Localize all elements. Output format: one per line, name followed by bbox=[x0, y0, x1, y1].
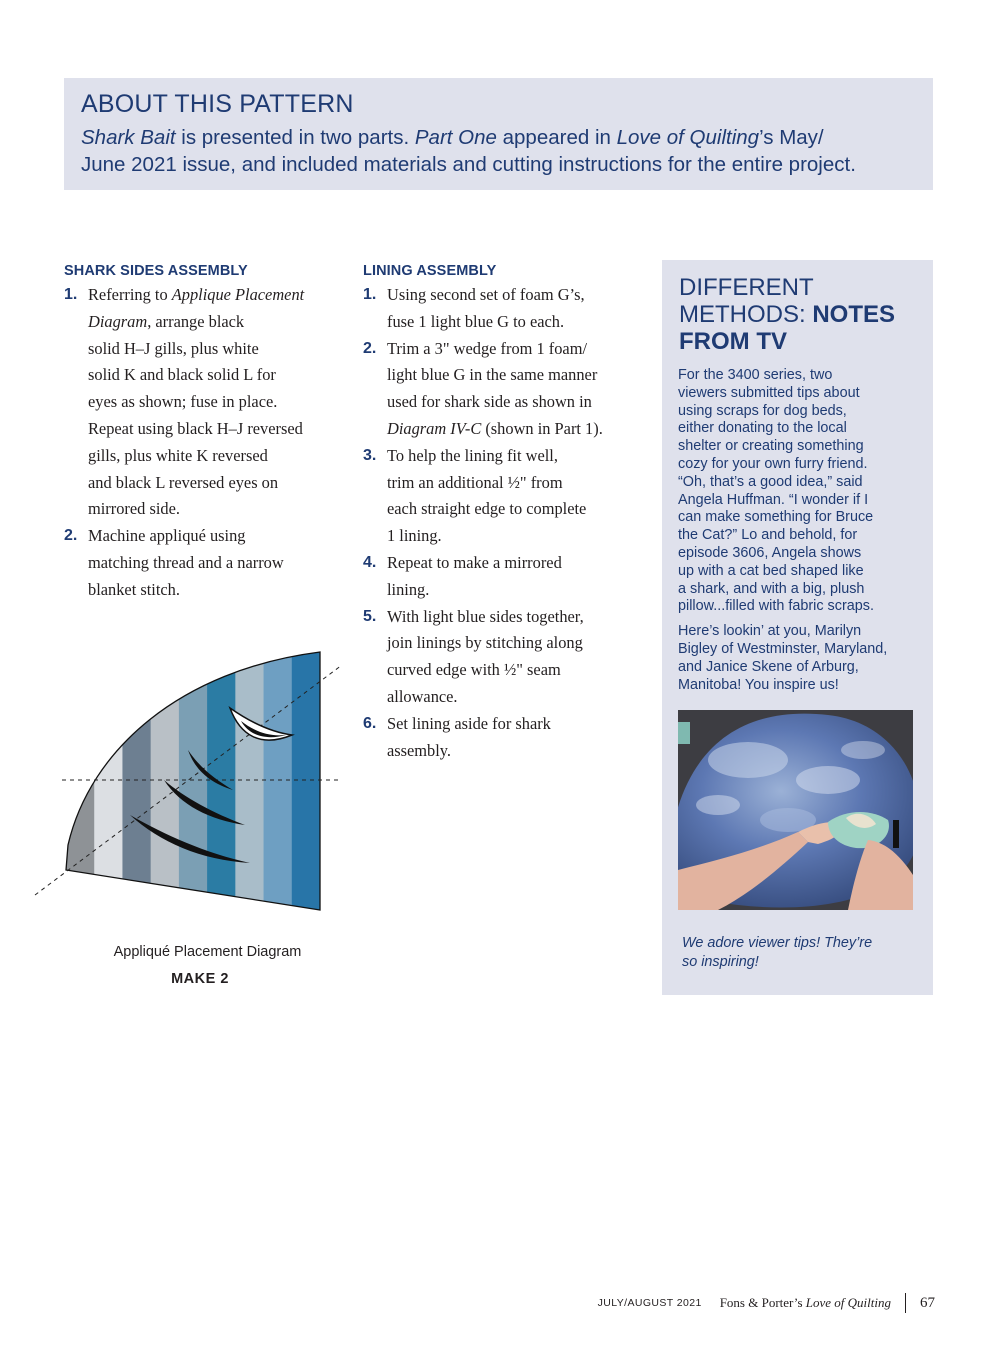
step-number: 4. bbox=[363, 553, 377, 571]
lining-step-6 bbox=[363, 711, 638, 765]
step-line: 1 lining. bbox=[387, 526, 442, 546]
shark-sides-steps bbox=[64, 282, 344, 604]
footer-magazine-title: Love of Quilting bbox=[805, 1295, 891, 1310]
about-text-part: June 2021 issue, and included materials and cutting instructions for the entire project. bbox=[81, 153, 856, 176]
step-number: 5. bbox=[363, 607, 377, 625]
fabric-strip bbox=[207, 620, 236, 920]
applique-placement-diagram bbox=[30, 620, 350, 925]
sidebar-text-line: cozy for your own furry friend. bbox=[678, 455, 868, 472]
step-line: fuse 1 light blue G to each. bbox=[387, 311, 565, 331]
step-line: Using second set of foam G’s, bbox=[387, 285, 585, 304]
step-line bbox=[88, 309, 344, 336]
sidebar-text-line: up with a cat bed shaped like bbox=[678, 562, 864, 579]
notes-from-tv-sidebar bbox=[662, 260, 933, 995]
sidebar-text-line: episode 3606, Angela shows bbox=[678, 544, 862, 561]
step-number: 1. bbox=[64, 286, 78, 303]
step-line: Machine appliqué using bbox=[88, 526, 246, 546]
sidebar-text-line: can make something for Bruce bbox=[678, 509, 874, 526]
sidebar-text-line: a shark, and with a big, plush bbox=[678, 580, 865, 597]
sidebar-text-line: viewers submitted tips about bbox=[678, 384, 860, 401]
sidebar-body bbox=[678, 367, 923, 701]
footer-divider bbox=[905, 1293, 906, 1313]
shark-sides-section bbox=[64, 258, 344, 604]
page-footer bbox=[598, 1292, 935, 1314]
sidebar-text-line: using scraps for dog beds, bbox=[678, 402, 847, 419]
lining-heading: LINING ASSEMBLY bbox=[363, 263, 497, 279]
lining-step-5 bbox=[363, 604, 638, 711]
diagram-make-count: MAKE 2 bbox=[171, 971, 229, 987]
step-line: Repeat to make a mirrored bbox=[387, 552, 562, 572]
step-line: Repeat using black H–J reversed bbox=[88, 418, 303, 438]
about-text-part: appeared in bbox=[496, 126, 617, 149]
sidebar-paragraph-1 bbox=[678, 367, 923, 616]
footer-magazine-name: Fons & Porter’s bbox=[719, 1295, 806, 1310]
page-number: 67 bbox=[920, 1294, 935, 1311]
about-text-italic-3: Love of Quilting bbox=[616, 126, 760, 149]
step-line: join linings by stitching along bbox=[387, 633, 583, 653]
step-line: gills, plus white K reversed bbox=[88, 445, 268, 465]
sidebar-title bbox=[679, 274, 929, 355]
step-text-italic: Diagram IV-C bbox=[387, 418, 482, 438]
about-pattern-box bbox=[64, 78, 933, 190]
step-line: blanket stitch. bbox=[88, 579, 180, 599]
sidebar-text-line: Bigley of Westminster, Maryland, bbox=[678, 640, 888, 657]
sidebar-title-line: DIFFERENT bbox=[679, 274, 814, 301]
step-text-italic: Diagram bbox=[88, 311, 148, 331]
photo-illustration bbox=[678, 710, 913, 910]
sidebar-text-line: shelter or creating something bbox=[678, 438, 864, 455]
step-line: light blue G in the same manner bbox=[387, 365, 598, 385]
fabric-strip bbox=[292, 620, 321, 920]
about-title: ABOUT THIS PATTERN bbox=[81, 90, 354, 118]
sidebar-title-bold: FROM TV bbox=[679, 328, 787, 355]
about-text-part: is presented in two parts. bbox=[175, 126, 415, 149]
step-number: 6. bbox=[363, 714, 377, 732]
diagram-caption: Appliqué Placement Diagram bbox=[113, 944, 302, 960]
sidebar-text-line: either donating to the local bbox=[678, 420, 847, 437]
step-number: 2. bbox=[363, 339, 377, 357]
step-line: trim an additional ½" from bbox=[387, 472, 563, 492]
sidebar-text-line: Manitoba! You inspire us! bbox=[678, 676, 839, 693]
lining-step-4 bbox=[363, 550, 638, 604]
sidebar-paragraph-2 bbox=[678, 623, 923, 694]
step-line: mirrored side. bbox=[88, 499, 180, 519]
step-text: (shown in Part 1). bbox=[481, 418, 603, 438]
step-text: , arrange black bbox=[147, 311, 245, 331]
step-number: 1. bbox=[363, 286, 377, 303]
step-line: each straight edge to complete bbox=[387, 499, 587, 519]
shark-sides-heading: SHARK SIDES ASSEMBLY bbox=[64, 263, 248, 279]
step-line: and black L reversed eyes on bbox=[88, 472, 279, 492]
caption-line: We adore viewer tips! They’re bbox=[682, 935, 873, 951]
step-number: 3. bbox=[363, 446, 377, 464]
shark-side-diagram-svg bbox=[30, 620, 350, 920]
step-line: solid K and black solid L for bbox=[88, 365, 276, 385]
sidebar-text-line: Here’s lookin’ at you, Marilyn bbox=[678, 623, 862, 640]
about-text-italic-1: Shark Bait bbox=[81, 126, 176, 149]
step-line: Trim a 3" wedge from 1 foam/ bbox=[387, 338, 588, 358]
about-text-italic-2: Part One bbox=[414, 126, 497, 149]
sidebar-text-line: and Janice Skene of Arburg, bbox=[678, 658, 859, 675]
step-line: used for shark side as shown in bbox=[387, 392, 592, 412]
lining-step-3 bbox=[363, 443, 638, 550]
step-line: To help the lining fit well, bbox=[387, 445, 558, 465]
sidebar-text-line: For the 3400 series, two bbox=[678, 367, 833, 383]
sidebar-title-bold: NOTES bbox=[812, 301, 896, 328]
fabric-strip bbox=[151, 620, 180, 920]
step-line: allowance. bbox=[387, 686, 458, 706]
sidebar-text-line: “Oh, that’s a good idea,” said bbox=[678, 473, 863, 490]
step-line bbox=[387, 416, 638, 443]
fabric-strips bbox=[66, 620, 321, 920]
footer-issue: JULY/AUGUST 2021 bbox=[597, 1297, 702, 1309]
caption-line: so inspiring! bbox=[682, 954, 759, 970]
cat-bed-photo bbox=[678, 710, 913, 910]
step-line bbox=[88, 282, 344, 309]
step-line: Set lining aside for shark bbox=[387, 713, 551, 733]
sidebar-title-line: METHODS: bbox=[679, 301, 813, 328]
about-text-part: ’s May/ bbox=[759, 126, 824, 149]
step-line: With light blue sides together, bbox=[387, 606, 584, 626]
shark-sides-step-1 bbox=[64, 282, 344, 523]
step-line: curved edge with ½" seam bbox=[387, 660, 561, 680]
fabric-strip bbox=[66, 620, 95, 920]
fabric-strip bbox=[235, 620, 264, 920]
step-line: solid H–J gills, plus white bbox=[88, 338, 259, 358]
photo-caption bbox=[682, 934, 917, 972]
step-line: lining. bbox=[387, 579, 430, 599]
fabric-strip bbox=[264, 620, 293, 920]
step-line: eyes as shown; fuse in place. bbox=[88, 392, 278, 412]
footer-magazine bbox=[720, 1295, 891, 1311]
step-text-italic: Applique Placement bbox=[171, 285, 305, 304]
sidebar-text-line: pillow...filled with fabric scraps. bbox=[678, 598, 874, 615]
sidebar-text-line: the Cat?” Lo and behold, for bbox=[678, 527, 858, 544]
shark-sides-step-2 bbox=[64, 523, 344, 603]
fabric-strip bbox=[122, 620, 151, 920]
about-text bbox=[81, 124, 921, 178]
lining-step-1 bbox=[363, 282, 638, 336]
step-line: assembly. bbox=[387, 740, 452, 760]
sidebar-text-line: Angela Huffman. “I wonder if I bbox=[678, 491, 869, 508]
step-text: Referring to bbox=[88, 285, 172, 304]
step-line: matching thread and a narrow bbox=[88, 552, 284, 572]
lining-step-2 bbox=[363, 336, 638, 443]
lining-section bbox=[363, 258, 638, 764]
step-number: 2. bbox=[64, 527, 78, 545]
lining-steps bbox=[363, 282, 638, 764]
